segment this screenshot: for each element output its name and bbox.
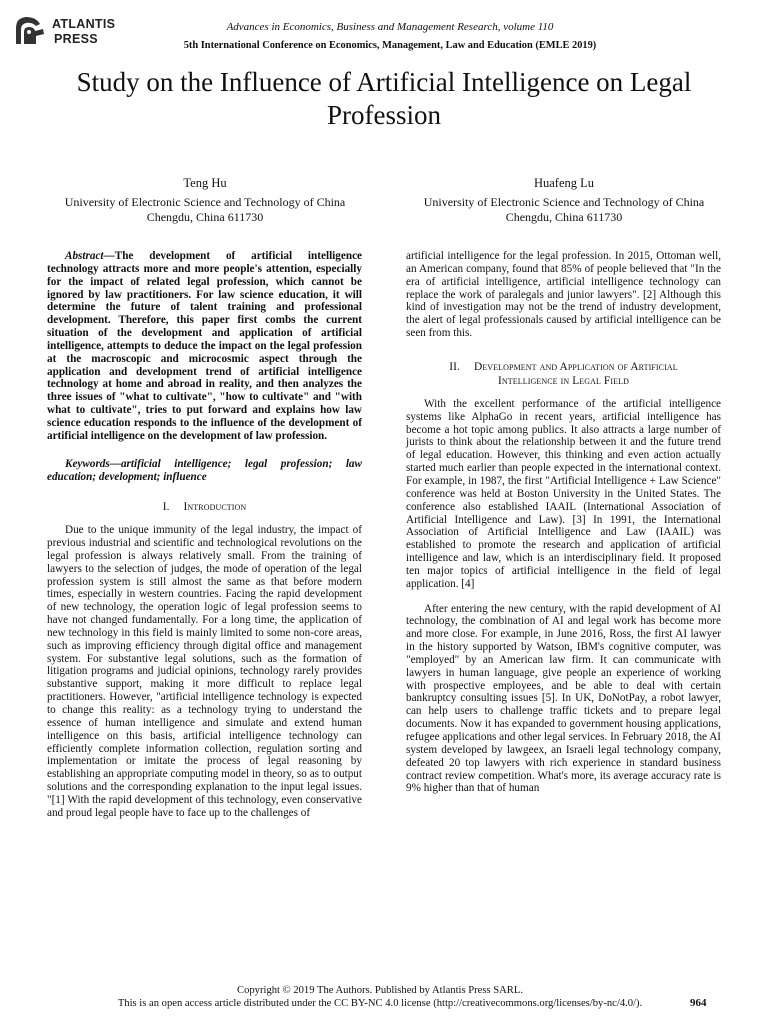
author-block-2 (389, 176, 739, 225)
atlantis-logo-icon (12, 14, 48, 48)
author-location: Chengdu, China 611730 (146, 210, 264, 224)
section-title-line-2: Intelligence in Legal Field (498, 374, 629, 387)
paragraph: artificial intelligence for the legal profession. In 2015, Ottoman well, an American company, found that 85% of people believed that "In the era of artificial intelligence, artificial intelligence technology can replace the work of paralegals and junior lawyers". [2] Although this kind of investigation may not be the trend of industry development, the alert of legal professionals caused by artificial intelligence can be seen from this. (406, 250, 721, 340)
author-location: Chengdu, China 611730 (505, 210, 623, 224)
section-number: II. (449, 360, 460, 373)
author-name: Huafeng Lu (533, 176, 595, 190)
author-affiliation: University of Electronic Science and Technology of China (64, 195, 346, 209)
author-affiliation: University of Electronic Science and Technology of China (423, 195, 705, 209)
section-title: Introduction (183, 501, 247, 514)
paragraph: Due to the unique immunity of the legal industry, the impact of previous industrial and scientific and technological revolutions on the legal profession is always relatively small. From the training of lawyers to the selection of judges, the mode of operation of the legal profession system is still almost the same as that before modern times, especially in western countries. Facing the rapid development of new technology, the operation logic of legal profession seems to have not changed fundamentally. For a long time, the application of new technology in this field is mainly limited to some non-core areas, such as improving efficiency through digital office and management system. For substantive legal solutions, such as the formation of litigation programs and judicial opinions, technology rarely provides substantive support, making it more difficult to replace legal practitioners. However, "artificial intelligence technology is expected to change this reality: as a technology trying to understand the essence of human intelligence and simulate and extend human intelligence on this basis, artificial intelligence technology can efficiently complete information collection, regulation sorting and implementation or imitate the process of legal reasoning by establishing an appropriate computing model in theory, so as to output solutions and the corresponding explanation to the input legal issues. "[1] With the rapid development of this technology, even conservative and proud legal people have to face up to the challenges of (47, 524, 362, 819)
abstract (47, 250, 362, 443)
section-heading-introduction (47, 501, 362, 514)
author-name: Teng Hu (183, 176, 227, 190)
logo-line-1: ATLANTIS (52, 17, 116, 31)
right-column (406, 250, 721, 795)
publisher-logo (12, 14, 132, 48)
paper-title: Study on the Influence of Artificial Intelligence on Legal Profession (76, 67, 692, 130)
section-title-line-1: Development and Application of Artificial (473, 360, 678, 373)
section-number: I. (162, 501, 170, 514)
abstract-label: Abstract (65, 250, 104, 262)
license-line: This is an open access article distributed under the CC BY-NC 4.0 license (http://creativecommons.org/licenses/by-nc/4.0/). (117, 998, 643, 1009)
copyright-line: Copyright © 2019 The Authors. Published by Atlantis Press SARL. (237, 985, 523, 996)
paragraph: With the excellent performance of the artificial intelligence systems like AlphaGo in recent years, artificial intelligence has become a hot topic among publics. It also attracts a large number of jurists to think about the relationship between it and the future trend of legal education. However, this thinking and even action actually started much earlier than people expected in the international context. For example, in 1987, the first "Artificial Intelligence + Law Science" conference was held at Boston University in the United States. The conference also established IAAIL (International Association of Artificial Intelligence and Law). [3] In 1991, the International Association of Artificial Intelligence and Law (IAAIL) was established to promote the research and application of artificial intelligence and law, which is an interdisciplinary field. It proposed ten major topics of artificial intelligence in the field of legal application. [4] (406, 397, 721, 590)
conference-header: 5th International Conference on Economics, Management, Law and Education (EMLE 2019) (183, 40, 597, 51)
author-block-1 (30, 176, 380, 225)
section-heading-development (406, 360, 721, 388)
left-column (47, 250, 362, 820)
page-number: 964 (690, 997, 707, 1009)
logo-line-2: PRESS (54, 32, 98, 46)
footer (70, 984, 690, 1010)
paragraph: After entering the new century, with the rapid development of AI technology, the combination of AI and legal work has become more and more close. For example, in June 2016, Ross, the first AI lawyer in the history supported by Watson, IBM's cognitive computer, was "employed" by an American law firm. It can communicate with lawyers in human language, give people an experience of working with prospective employees, and be able to deal with certain bankruptcy consulting issues [5]. In UK, DoNotPay, a robot lawyer, can help users to challenge traffic tickets and to prepare legal documents. Now it has expanded to government housing applications, refugee applications and other legal services. In February 2018, the AI system developed by lawgeex, an Israeli legal technology company, defeated 20 top lawyers with rich experience in standard business contract review competition. What's more, its average accuracy rate is 9% higher than that of human (406, 602, 722, 795)
series-header: Advances in Economics, Business and Management Research, volume 110 (226, 21, 554, 33)
abstract-text: —The development of artificial intelligence technology attracts more and more people's attention, especially for the impact of related legal profession, which cannot be ignored by law practitioners. For law science education, it will determine the future of talent training and professional development. Therefore, this paper first combs the current situation of the development and application of artificial intelligence, attempts to deduce the impact on the legal profession at the macroscopic and microcosmic aspect through the application and development trend of artificial intelligence technology at home and abroad in reality, and then analyzes the three issues of "what to cultivate", "how to cultivate" and "with what to cultivate", tries to put forward and explains how law science education responds to the influence of the development of artificial intelligence on the development of law profession. (47, 250, 362, 442)
keywords: Keywords—artificial intelligence; legal profession; law education; development; influence (47, 457, 362, 483)
